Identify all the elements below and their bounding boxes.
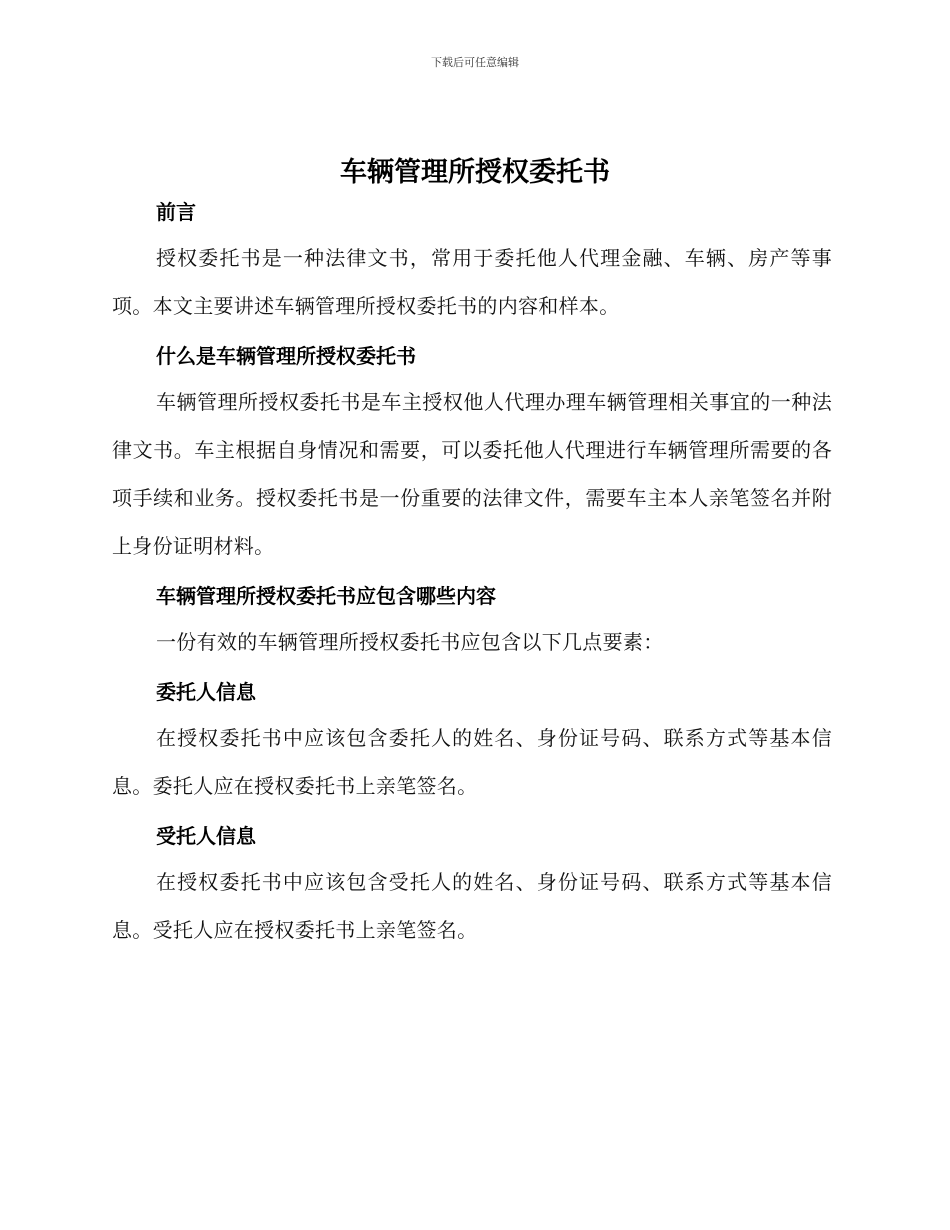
preface-paragraph: 授权委托书是一种法律文书，常用于委托他人代理金融、车辆、房产等事项。本文主要讲述车辆管理所授权委托书的内容和样本。 xyxy=(112,246,832,318)
header-note: 下载后可任意编辑 xyxy=(431,56,519,69)
what-is-heading: 什么是车辆管理所授权委托书 xyxy=(156,344,416,368)
agent-info-heading: 受托人信息 xyxy=(156,824,256,848)
principal-info-paragraph: 在授权委托书中应该包含委托人的姓名、身份证号码、联系方式等基本信息。委托人应在授权委托书上亲笔签名。 xyxy=(112,726,832,798)
what-is-paragraph: 车辆管理所授权委托书是车主授权他人代理办理车辆管理相关事宜的一种法律文书。车主根据自身情况和需要，可以委托他人代理进行车辆管理所需要的各项手续和业务。授权委托书是一份重要的法律文件，需要车主本人亲笔签名并附上身份证明材料。 xyxy=(112,390,832,558)
document-body xyxy=(112,194,832,954)
document-title: 车辆管理所授权委托书 xyxy=(340,157,610,188)
contents-heading: 车辆管理所授权委托书应包含哪些内容 xyxy=(156,584,496,608)
agent-info-paragraph: 在授权委托书中应该包含受托人的姓名、身份证号码、联系方式等基本信息。受托人应在授权委托书上亲笔签名。 xyxy=(112,870,832,942)
preface-heading: 前言 xyxy=(156,200,196,224)
principal-info-heading: 委托人信息 xyxy=(156,680,256,704)
contents-paragraph: 一份有效的车辆管理所授权委托书应包含以下几点要素： xyxy=(156,630,664,654)
